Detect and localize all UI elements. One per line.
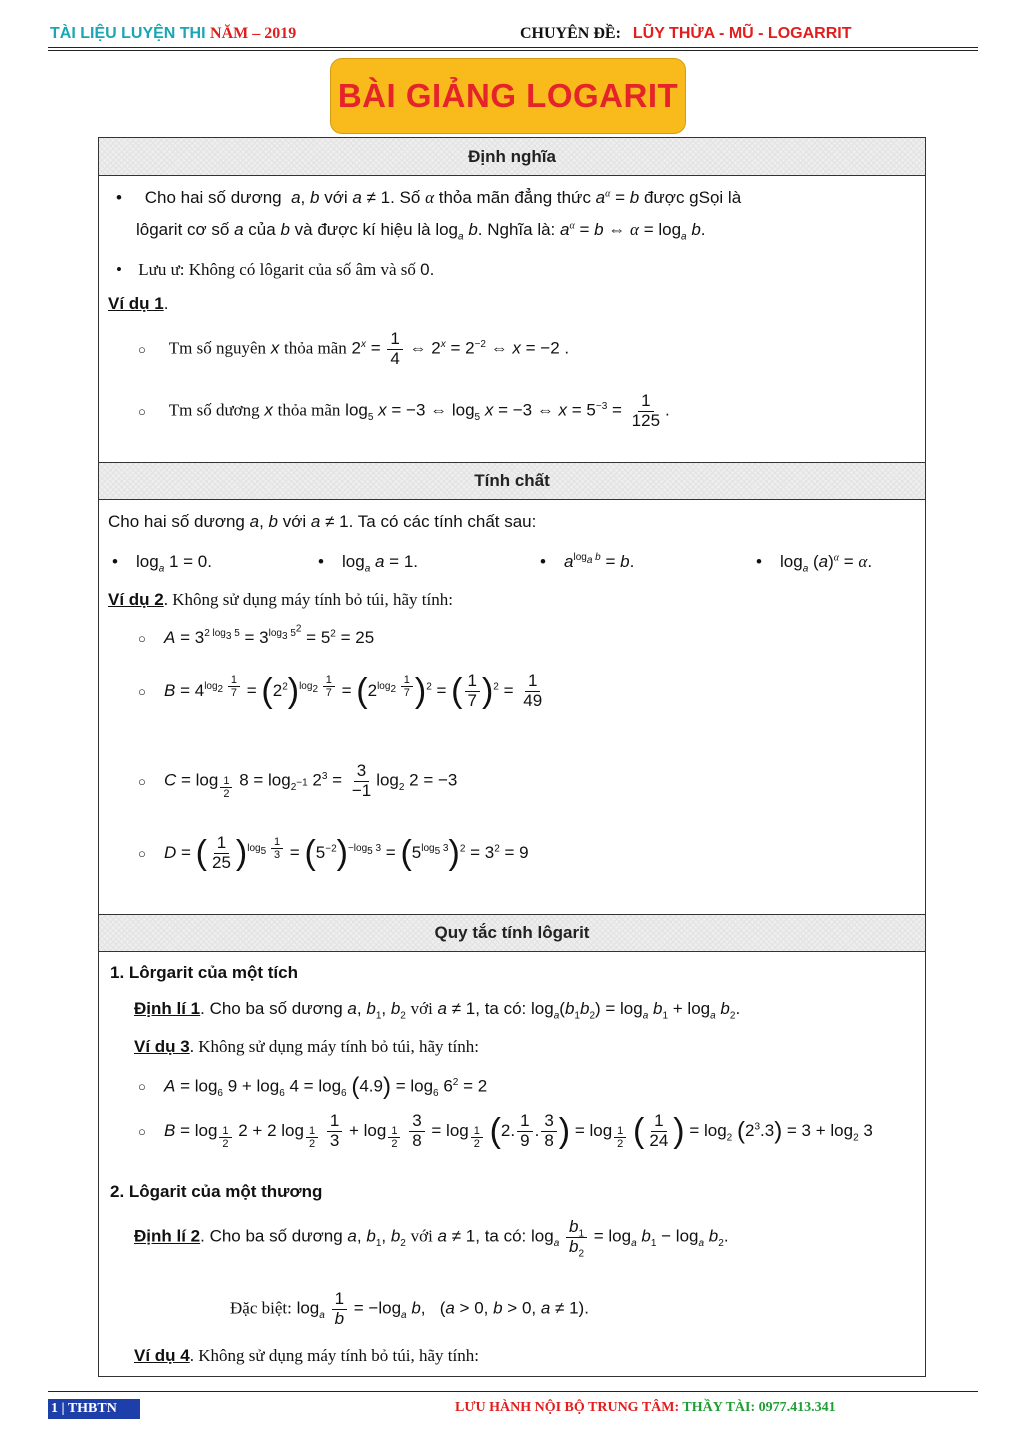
properties-intro: Cho hai số dương a, b với a ≠ 1. Ta có các tính chất sau: — [108, 512, 537, 531]
header-topic-label: CHUYÊN ĐỀ: — [520, 25, 621, 42]
text-segment: Cho hai số dương — [108, 512, 245, 531]
footer-contact: THẦY TÀI: 0977.413.341 — [682, 1400, 836, 1415]
example-2-label: Ví dụ 2 — [108, 590, 164, 609]
text-segment: Tm số nguyên — [168, 338, 267, 358]
text-segment: 0. — [420, 260, 435, 279]
example-3-label: Ví dụ 3 — [134, 1037, 190, 1056]
header-year: NĂM – 2019 — [210, 25, 297, 42]
text-segment: . Nghĩa là: — [477, 220, 556, 239]
section-heading-definition: Định nghĩa — [99, 138, 925, 176]
theorem-2-special-case: Đặc biệt: $\log_a$ $\frac{1}{b}$ = $-\log_a$ b, (a > 0, b > 0, a ≠ 1). — [230, 1289, 589, 1328]
lesson-title-banner: BÀI GIẢNG LOGARIT — [330, 58, 686, 134]
text-segment: . Ta có các tính chất sau: — [348, 512, 537, 531]
header-rule-secondary — [48, 50, 978, 51]
text-segment: Tm số dương — [168, 400, 260, 420]
rule-2-title: 2. Lôgarit của một thương — [110, 1182, 323, 1201]
text-segment: , ta có: — [475, 1226, 527, 1246]
example-4-heading — [134, 1346, 479, 1366]
text-segment: với — [410, 1226, 433, 1246]
text-segment: , ta có: — [475, 999, 527, 1018]
theorem-1: Định lí 1. Cho ba số dương a, $b_1$, $b_2$ với a ≠ 1, ta có: $\log_a(b_1b_2) = \log_a b_1 + \log_a b_2$. — [134, 999, 741, 1022]
theorem-2-label: Định lí 2 — [134, 1226, 201, 1246]
footer-note — [455, 1400, 836, 1416]
text-segment: với — [282, 512, 307, 531]
text-segment: và được kí hiệu là — [294, 220, 431, 239]
example-2-item-a: ○ $A = 3^{2 log_3 5} = 3^{log_3 5^2} = 5^2 = 25$ — [138, 624, 375, 647]
property-3: • $a^{log_a b} = b$. — [540, 552, 635, 571]
example-1-label-line: Ví dụ 1. — [108, 294, 169, 313]
header-rule — [48, 47, 978, 48]
text-segment: thỏa mãn đẳng thức — [438, 188, 591, 207]
property-2: • $\log_a a = 1$. — [318, 552, 419, 575]
text-segment: Cho hai số dương — [144, 188, 282, 207]
example-3-item-b: ○ B = log $_{\frac{1}{2}}$ 2 + 2 log $_{\frac{1}{2}}$ $\frac{1}{3}$ + log $_{\frac{1}{2}}$ $\frac{3}{8}$ = log $_{\frac{1}{2}}$ (2. $\frac{1}{9}$ . $\frac{3}{8}$ ) = log $_{\frac{1}{2}}$ ( $\frac{1}{24}$ ) = $\log_2 (2^3.3) = 3 + \log_2 3$ — [138, 1111, 873, 1151]
text-segment: với — [324, 188, 348, 207]
example-2-item-b: ○ $B = 4^{log_2 \frac{1}{7}}$ = $(2^2)^{log_2 \frac{1}{7}}$ = ($2^{log_2 \frac{1}{7}}$ )$^2$ = ( $\frac{1}{7}$ )$^2$ = $\frac{1}{49}$ — [138, 671, 543, 710]
text-segment: lôgarit cơ số — [136, 220, 230, 239]
text-segment: với — [410, 999, 433, 1018]
definition-note: • Lưu ư: Không có lôgarit của số âm và số 0. — [116, 260, 435, 279]
text-segment: . Cho ba số dương — [200, 1226, 343, 1246]
definition-line-2: lôgarit cơ số a của b và được kí hiệu là $\log_a b$. Nghĩa là: $a^\alpha = b$ ⇔ $\alpha = \log_a b$. — [136, 220, 706, 243]
page-header — [0, 22, 1024, 46]
text-segment: thỏa mãn — [283, 338, 347, 358]
example-2-heading — [108, 590, 453, 610]
text-segment: LƯU HÀNH NỘI BỘ TRUNG TÂM: — [455, 1400, 680, 1415]
theorem-1-label: Định lí 1 — [134, 999, 201, 1018]
example-1-label: Ví dụ 1 — [108, 294, 164, 313]
section-heading-rules: Quy tắc tính lôgarit — [99, 914, 925, 952]
rule-1-title: 1. Lôrgarit của một tích — [110, 963, 298, 982]
text-segment: . Số — [390, 188, 421, 207]
example-1-item-2: ○ Tm số dương x thỏa mãn $\log_5 x = -3$ ⇔ $\log_5 x = -3$ ⇔ $x = 5^{-3}$ = $\frac{1}{125}$ . — [138, 391, 670, 430]
property-1: • $\log_a 1 = 0$. — [112, 552, 212, 575]
footer-rule — [48, 1391, 978, 1392]
section-heading-properties: Tính chất — [99, 462, 925, 500]
example-2-item-c: ○ C = log $_{\frac{1}{2}}$ $8 = \log_{2^{-1}} 2^3$ = $\frac{3}{-1}$ $\log_2 2 = -3$ — [138, 761, 458, 800]
header-topic: LŨY THỪA - MŨ - LOGARRIT — [632, 25, 852, 42]
header-doc-title: TÀI LIỆU LUYỆN THI — [50, 25, 206, 42]
example-2-item-d: ○ D = ( $\frac{1}{25}$ )$^{log_5 \frac{1}{3}}$ = $(5^{-2})^{-log_5 3} = (5^{log_5 3})^2 = 3^2 = 9$ — [138, 833, 529, 872]
theorem-2: Định lí 2. Cho ba số dương a, $b_1$, $b_2$ với a ≠ 1, ta có: $\log_a$ $\frac{b_1}{b_2}$ = $\log_a b_1 - \log_a b_2$. — [134, 1217, 729, 1260]
example-3-heading — [134, 1037, 479, 1057]
header-right — [520, 25, 851, 43]
text-segment: . Không sử dụng máy tính bỏ túi, hãy tính: — [163, 590, 453, 609]
text-segment: thỏa mãn — [277, 400, 341, 420]
definition-line-1: • Cho hai số dương a, b với a ≠ 1. Số α thỏa mãn đẳng thức $a^\alpha = b$ được gSọi là — [116, 188, 742, 207]
property-4: • $\log_a (a)^\alpha = \alpha$. — [756, 552, 873, 575]
text-segment: Đặc biệt: — [230, 1298, 292, 1318]
example-4-label: Ví dụ 4 — [134, 1346, 190, 1365]
example-1-item-1: ○ Tm số nguyên x thỏa mãn $2^x$ = $\frac{1}{4}$ ⇔ $2^x = 2^{-2}$ ⇔ x = −2 . — [138, 329, 570, 368]
text-segment: Lưu ư: Không có lôgarit của số âm và số — [138, 260, 416, 279]
text-segment: . Không sử dụng máy tính bỏ túi, hãy tính: — [189, 1346, 479, 1365]
text-segment: của — [248, 220, 276, 239]
page-number-badge: 1 | THBTN — [48, 1399, 140, 1419]
example-3-item-a: ○ $A = \log_6 9 + \log_6 4 = \log_6 (4.9) = \log_6 6^2 = 2$ — [138, 1073, 488, 1100]
text-segment: . Không sử dụng máy tính bỏ túi, hãy tính: — [189, 1037, 479, 1056]
text-segment: được gSọi là — [643, 188, 742, 207]
header-left — [50, 25, 296, 43]
text-segment: . Cho ba số dương — [200, 999, 343, 1018]
